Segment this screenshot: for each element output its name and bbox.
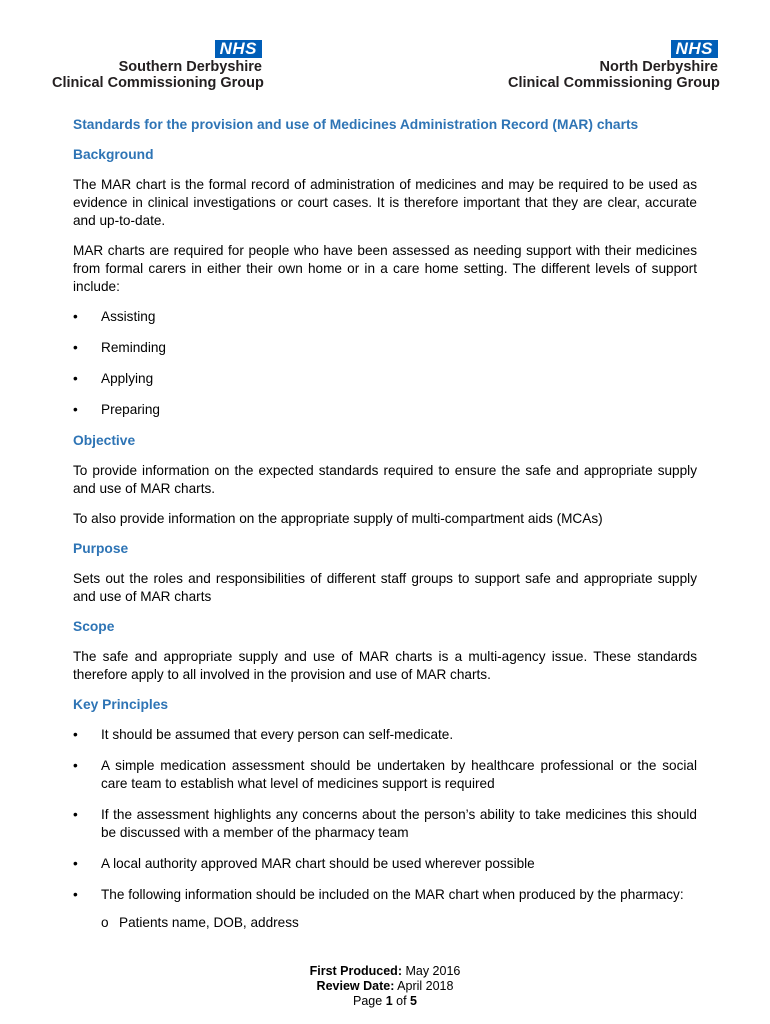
org-name-line1: North Derbyshire xyxy=(599,59,718,75)
list-item: • A local authority approved MAR chart should be used wherever possible xyxy=(73,856,535,871)
bullet-icon: • xyxy=(73,402,78,417)
bullet-icon: • xyxy=(73,340,78,355)
bullet-icon: • xyxy=(73,758,78,773)
paragraph: Sets out the roles and responsibilities of different staff groups to support safe and appropriate supply and use of MAR charts xyxy=(73,571,697,604)
bullet-icon: • xyxy=(73,309,78,324)
list-item: • Reminding xyxy=(73,340,166,355)
heading-scope: Scope xyxy=(73,619,115,634)
heading-background: Background xyxy=(73,147,154,162)
key-principles-list xyxy=(73,726,697,904)
heading-key-principles: Key Principles xyxy=(73,697,169,712)
review-date-label: Review Date: xyxy=(316,979,395,993)
org-name-line2: Clinical Commissioning Group xyxy=(52,75,264,91)
circle-bullet-icon: o xyxy=(101,915,109,930)
list-item: • Assisting xyxy=(73,309,156,324)
review-date-value: April 2018 xyxy=(397,979,454,993)
paragraph: The safe and appropriate supply and use of MAR charts is a multi-agency issue. These standards therefore apply to all involved in the provision and use of MAR charts. xyxy=(73,649,697,682)
heading-objective: Objective xyxy=(73,433,136,448)
org-name-line1: Southern Derbyshire xyxy=(118,59,262,75)
list-item: • Preparing xyxy=(73,402,160,417)
bullet-icon: • xyxy=(73,727,78,742)
paragraph: The MAR chart is the formal record of administration of medicines and may be required to be used as evidence in clinical investigations or court cases. It is therefore important that they are clear, accurate and up-to-date. xyxy=(73,177,697,228)
document-title: Standards for the provision and use of Medicines Administration Record (MAR) charts xyxy=(73,117,639,132)
bullet-icon: • xyxy=(73,887,78,902)
southern-derbyshire-ccg-logo xyxy=(52,40,262,91)
first-produced-label: First Produced: xyxy=(309,964,402,978)
paragraph: To also provide information on the appropriate supply of multi-compartment aids (MCAs) xyxy=(73,511,603,526)
nhs-badge: NHS xyxy=(215,40,262,58)
page-number: Page 1 of 5 xyxy=(353,994,417,1008)
nhs-badge: NHS xyxy=(671,40,718,58)
paragraph: To provide information on the expected standards required to ensure the safe and appropriate supply and use of MAR charts. xyxy=(73,463,697,496)
first-produced-value: May 2016 xyxy=(405,964,461,978)
list-item: o Patients name, DOB, address xyxy=(101,915,299,930)
list-item: • If the assessment highlights any concerns about the person’s ability to take medicines this should be discussed with a member of the pharmacy team xyxy=(73,807,697,840)
document-body xyxy=(73,116,697,932)
north-derbyshire-ccg-logo xyxy=(508,40,718,91)
list-item: • The following information should be included on the MAR chart when produced by the pharmacy: xyxy=(73,887,684,902)
heading-purpose: Purpose xyxy=(73,541,129,556)
list-item: • A simple medication assessment should be undertaken by healthcare professional or the social care team to establish what level of medicines support is required xyxy=(73,758,697,791)
sub-list xyxy=(73,914,697,932)
support-levels-list xyxy=(73,308,697,419)
bullet-icon: • xyxy=(73,371,78,386)
page-footer xyxy=(0,964,770,1009)
list-item: • It should be assumed that every person can self-medicate. xyxy=(73,727,454,742)
org-name-line2: Clinical Commissioning Group xyxy=(508,75,720,91)
bullet-icon: • xyxy=(73,856,78,871)
list-item: • Applying xyxy=(73,371,154,386)
bullet-icon: • xyxy=(73,807,78,822)
paragraph: MAR charts are required for people who have been assessed as needing support with their medicines from formal carers in either their own home or in a care home setting. The different levels of support include: xyxy=(73,243,697,294)
